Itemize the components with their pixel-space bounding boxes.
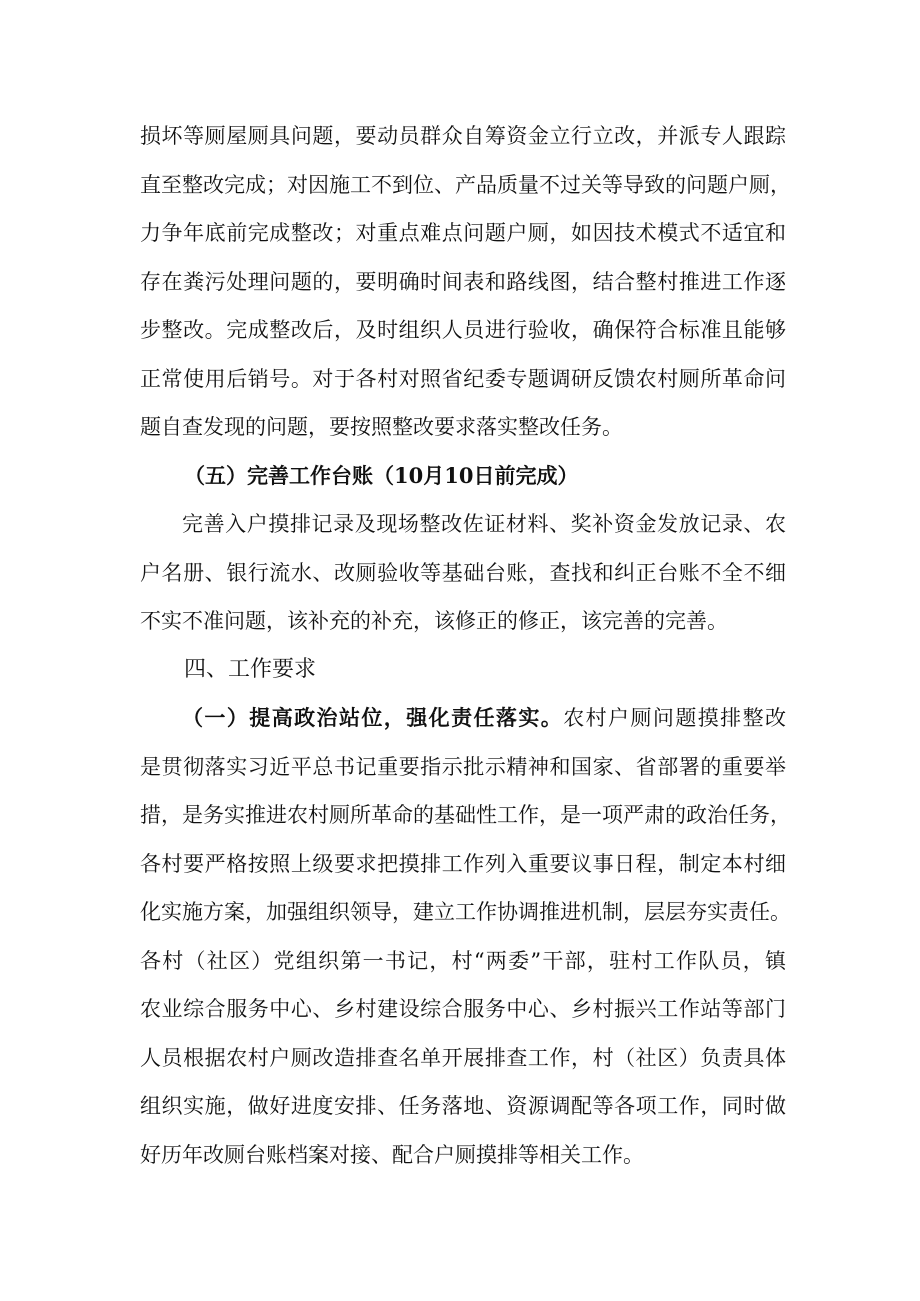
paragraph-lead: （一）提高政治站位，强化责任落实。 — [182, 705, 564, 730]
text-line: 户名册、银行流水、改厕验收等基础台账，查找和纠正台账不全不细 — [140, 560, 786, 585]
text-line: 直至整改完成；对因施工不到位、产品质量不过关等导致的问题户厕， — [140, 172, 791, 197]
text-line: 步整改。完成整改后，及时组织人员进行验收，确保符合标准且能够 — [140, 318, 786, 342]
text-line-first — [140, 694, 786, 743]
text-line: 组织实施，做好进度安排、任务落地、资源调配等各项工作，同时做 — [140, 1094, 786, 1118]
text-line: 损坏等厕屋厕具问题，要动员群众自筹资金立行立改，并派专人跟踪 — [140, 124, 786, 148]
text-line: 各村（社区）党组织第一书记，村“两委”干部，驻村工作队员，镇 — [140, 948, 786, 973]
paragraph-lead-rest: 农村户厕问题摸排整改 — [563, 706, 787, 730]
text-line: 力争年底前完成整改；对重点难点问题户厕，如因技术模式不适宜和 — [140, 221, 786, 245]
text-line: 人员根据农村户厕改造排查名单开展排查工作，村（社区）负责具体 — [140, 1045, 786, 1070]
text-line: 不实不准问题，该补充的补充，该修正的修正，该完善的完善。 — [140, 609, 728, 633]
paragraph-ledger — [140, 500, 788, 646]
text-line: 存在粪污处理问题的，要明确时间表和路线图，结合整村推进工作逐 — [140, 269, 786, 294]
paragraph-rectification — [140, 112, 791, 452]
text-line: 题自查发现的问题，要按照整改要求落实整改任务。 — [140, 415, 623, 439]
text-line: 农业综合服务中心、乡村建设综合服务中心、乡村振兴工作站等部门 — [140, 997, 786, 1021]
text-line: 完善入户摸排记录及现场整改佐证材料、奖补资金发放记录、农 — [182, 512, 786, 536]
paragraph-political-stance — [140, 694, 791, 1179]
section-heading-ledger: （五）完善工作台账（10月10日前完成） — [184, 462, 579, 488]
section-heading-requirements: 四、工作要求 — [184, 656, 317, 682]
text-line: 是贯彻落实习近平总书记重要指示批示精神和国家、省部署的重要举 — [140, 754, 786, 779]
text-line: 化实施方案，加强组织领导，建立工作协调推进机制，层层夯实责任。 — [140, 900, 791, 924]
text-line: 各村要严格按照上级要求把摸排工作列入重要议事日程，制定本村细 — [140, 851, 786, 876]
text-line: 措，是务实推进农村厕所革命的基础性工作，是一项严肃的政治任务， — [140, 803, 791, 827]
text-line: 正常使用后销号。对于各村对照省纪委专题调研反馈农村厕所革命问 — [140, 366, 786, 391]
text-line: 好历年改厕台账档案对接、配合户厕摸排等相关工作。 — [140, 1142, 644, 1167]
